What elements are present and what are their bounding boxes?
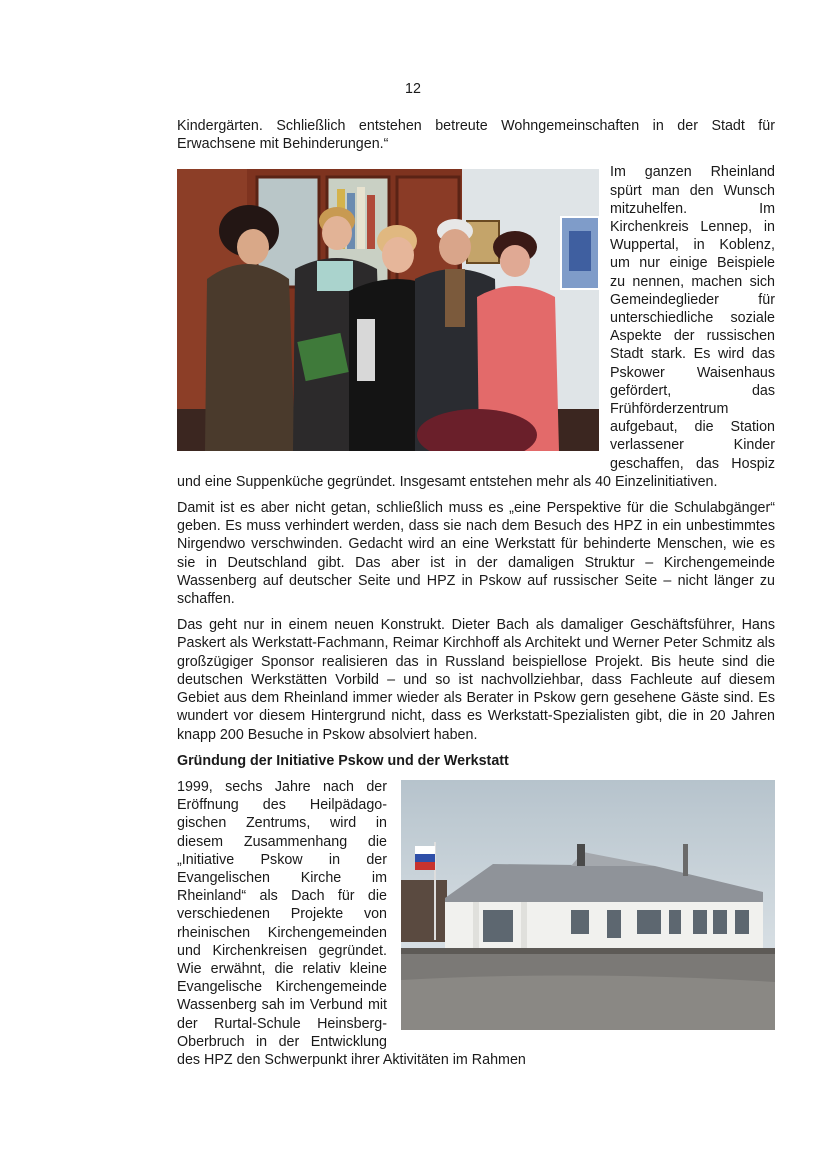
group-photo <box>177 169 599 451</box>
paragraph-1: Kindergärten. Schließlich entstehen betreute Wohngemeinschaften in der Stadt für Erwachsene mit Behinderungen.“ <box>177 118 775 153</box>
section-heading: Gründung der Initiative Pskow und der Werkstatt <box>177 752 509 769</box>
page-number: 12 <box>405 81 421 97</box>
text-column <box>177 117 775 1069</box>
paragraph-5: 1999, sechs Jahre nach der Eröffnung des Heilpädagogischen Zentrums, wird in diesem Zusammenhang die „Initiative Pskow in der Evangelischen Kirche im Rheinland“ als Dach für die verschiedenen Projekte von rheinischen Kirchengemeinden und Kirchenkreisen gegründet. Wie erwähnt, die relativ kleine Evangelische Kirchengemeinde Wassenberg sah im Verbund mit der Rurtal-Schule Heinsberg-Oberbruch in der Entwicklung des HPZ den Schwerpunkt ihrer Aktivitäten im Rahmen <box>177 778 526 1068</box>
paragraph-3: Damit ist es aber nicht getan, schließlich muss es „eine Perspektive für die Schulabgänger“ geben. Es muss verhindert werden, dass sie nach dem Besuch des HPZ in ein unbestimmtes Nirgendwo verschwinden. Gedacht wird an eine Werkstatt für behinderte Menschen, wie es sie in Deutschland gibt. Das aber ist in der damaligen Struktur – Kirchengemeinde Wassenberg auf deutscher Seite und HPZ in Pskow auf russischer Seite – nicht länger zu schaffen. <box>177 500 775 608</box>
building-photo-block <box>177 778 775 1069</box>
paragraph-2: Im ganzen Rheinland spürt man den Wunsch mitzuhelfen. Im Kirchenkreis Lennep, in Wuppertal, in Koblenz, um nur einige Beispiele zu nennen, machen sich Gemeindeglieder für unterschiedliche soziale Aspekte der russischen Stadt stark. Es wird das Pskower Waisenhaus gefördert, das Frühförderzentrum aufgebaut, die Station verlassener Kinder geschaffen, das Hospiz und eine Suppenküche gegründet. Insgesamt entstehen mehr als 40 Einzelinitiativen. <box>177 164 775 490</box>
photo-text-block <box>177 163 775 491</box>
building-photo-image <box>401 780 775 1030</box>
paragraph-4: Das geht nur in einem neuen Konstrukt. Dieter Bach als damaliger Geschäftsführer, Hans Paskert als Werkstatt-Fachmann, Reimar Kirchhoff als Architekt und Werner Peter Schmitz als großzügiger Sponsor realisieren das in Russland beispiellose Projekt. Bis heute sind die deutschen Werkstätten Vorbild – und so ist nachvollziehbar, dass Fachleute auf diesem Gebiet aus dem Rheinland immer wieder als Berater in Pskow gern gesehene Gäste sind. Es wundert vor diesem Hintergrund nicht, dass es Werkstatt-Spezialisten gibt, die in 20 Jahren knapp 200 Besuche in Pskow absolviert haben. <box>177 617 775 743</box>
building-photo <box>401 780 775 1030</box>
group-photo-image <box>177 169 599 451</box>
